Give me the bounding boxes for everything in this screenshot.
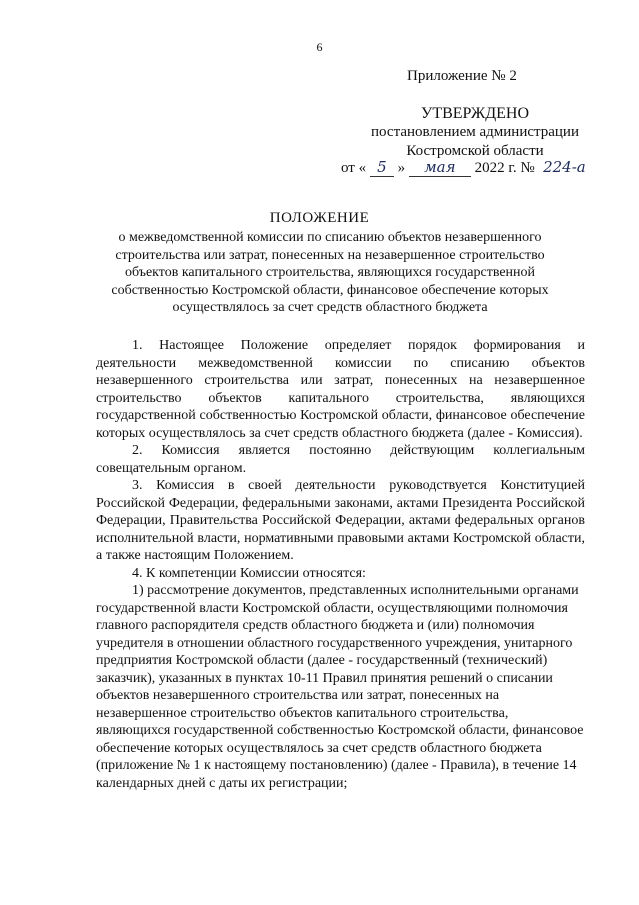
handwritten-number: 224-а [543,158,586,176]
document-subtitle: о межведомственной комиссии по списанию объектов незавершенного строительства или затрат, понесенных на незавершенное строительство объектов капитального строительства, являющихся государственной собственностью Костромской области, финансовое обеспечение которых осуществлялось за счет средств областного бюджета [111,230,549,315]
approved-by-line: постановлением администрации [371,124,579,140]
page-number: 6 [316,40,323,54]
paragraph-1: 1. Настоящее Положение определяет порядок формирования и деятельности межведомственной комиссии по списанию объектов незавершенного строительства или затрат, понесенных на незавершенное строительство объектов капитального строительства, являющихся государственной собственностью Костромской области, финансовое обеспечение которых осуществлялось за счет средств областного бюджета (далее - Комиссия). [96,338,585,441]
paragraph-2: 2. Комиссия является постоянно действующим коллегиальным совещательным органом. [96,443,585,476]
handwritten-month: мая [409,159,471,177]
paragraph-4-item-1: 1) рассмотрение документов, представленных исполнительными органами государственной власти Костромской области, осуществляющими полномочия главного распорядителя средств областного бюджета и (или) полномочия учредителя в отношении областного государственного учреждения, унитарного предприятия Костромской области (далее - государственный (технический) заказчик), указанных в пунктах 10-11 Правил принятия решений о списании объектов незавершенного строительства или затрат, понесенных на незавершенное строительство объектов капитального строительства, являющихся государственной собственностью Костромской области, финансовое обеспечение которых осуществлялось за счет средств областного бюджета (приложение № 1 к настоящему постановлению) (далее - Правила), в течение 14 календарных дней с даты их регистрации; [96,583,584,791]
approval-date-line [341,159,590,177]
approved-title: УТВЕРЖДЕНО [420,105,529,122]
paragraph-3: 3. Комиссия в своей деятельности руководствуется Конституцией Российской Федерации, федеральными законами, актами Президента Российской Федерации, Правительства Российской Федерации, актами федеральных органов исполнительной власти, нормативными правовыми актами Костромской области, а также настоящим Положением. [96,478,585,563]
paragraph-4: 4. К компетенции Комиссии относятся: [132,565,366,581]
approval-stamp-block [340,104,610,161]
appendix-label: Приложение № 2 [407,68,517,84]
handwritten-day: 5 [370,159,394,177]
approved-region-line: Костромской области [406,143,544,159]
document-body [96,337,585,792]
date-mid: » [397,160,406,176]
date-prefix: от « [341,160,367,176]
date-year: 2022 г. № [474,160,535,176]
document-title: ПОЛОЖЕНИЕ [269,210,370,226]
